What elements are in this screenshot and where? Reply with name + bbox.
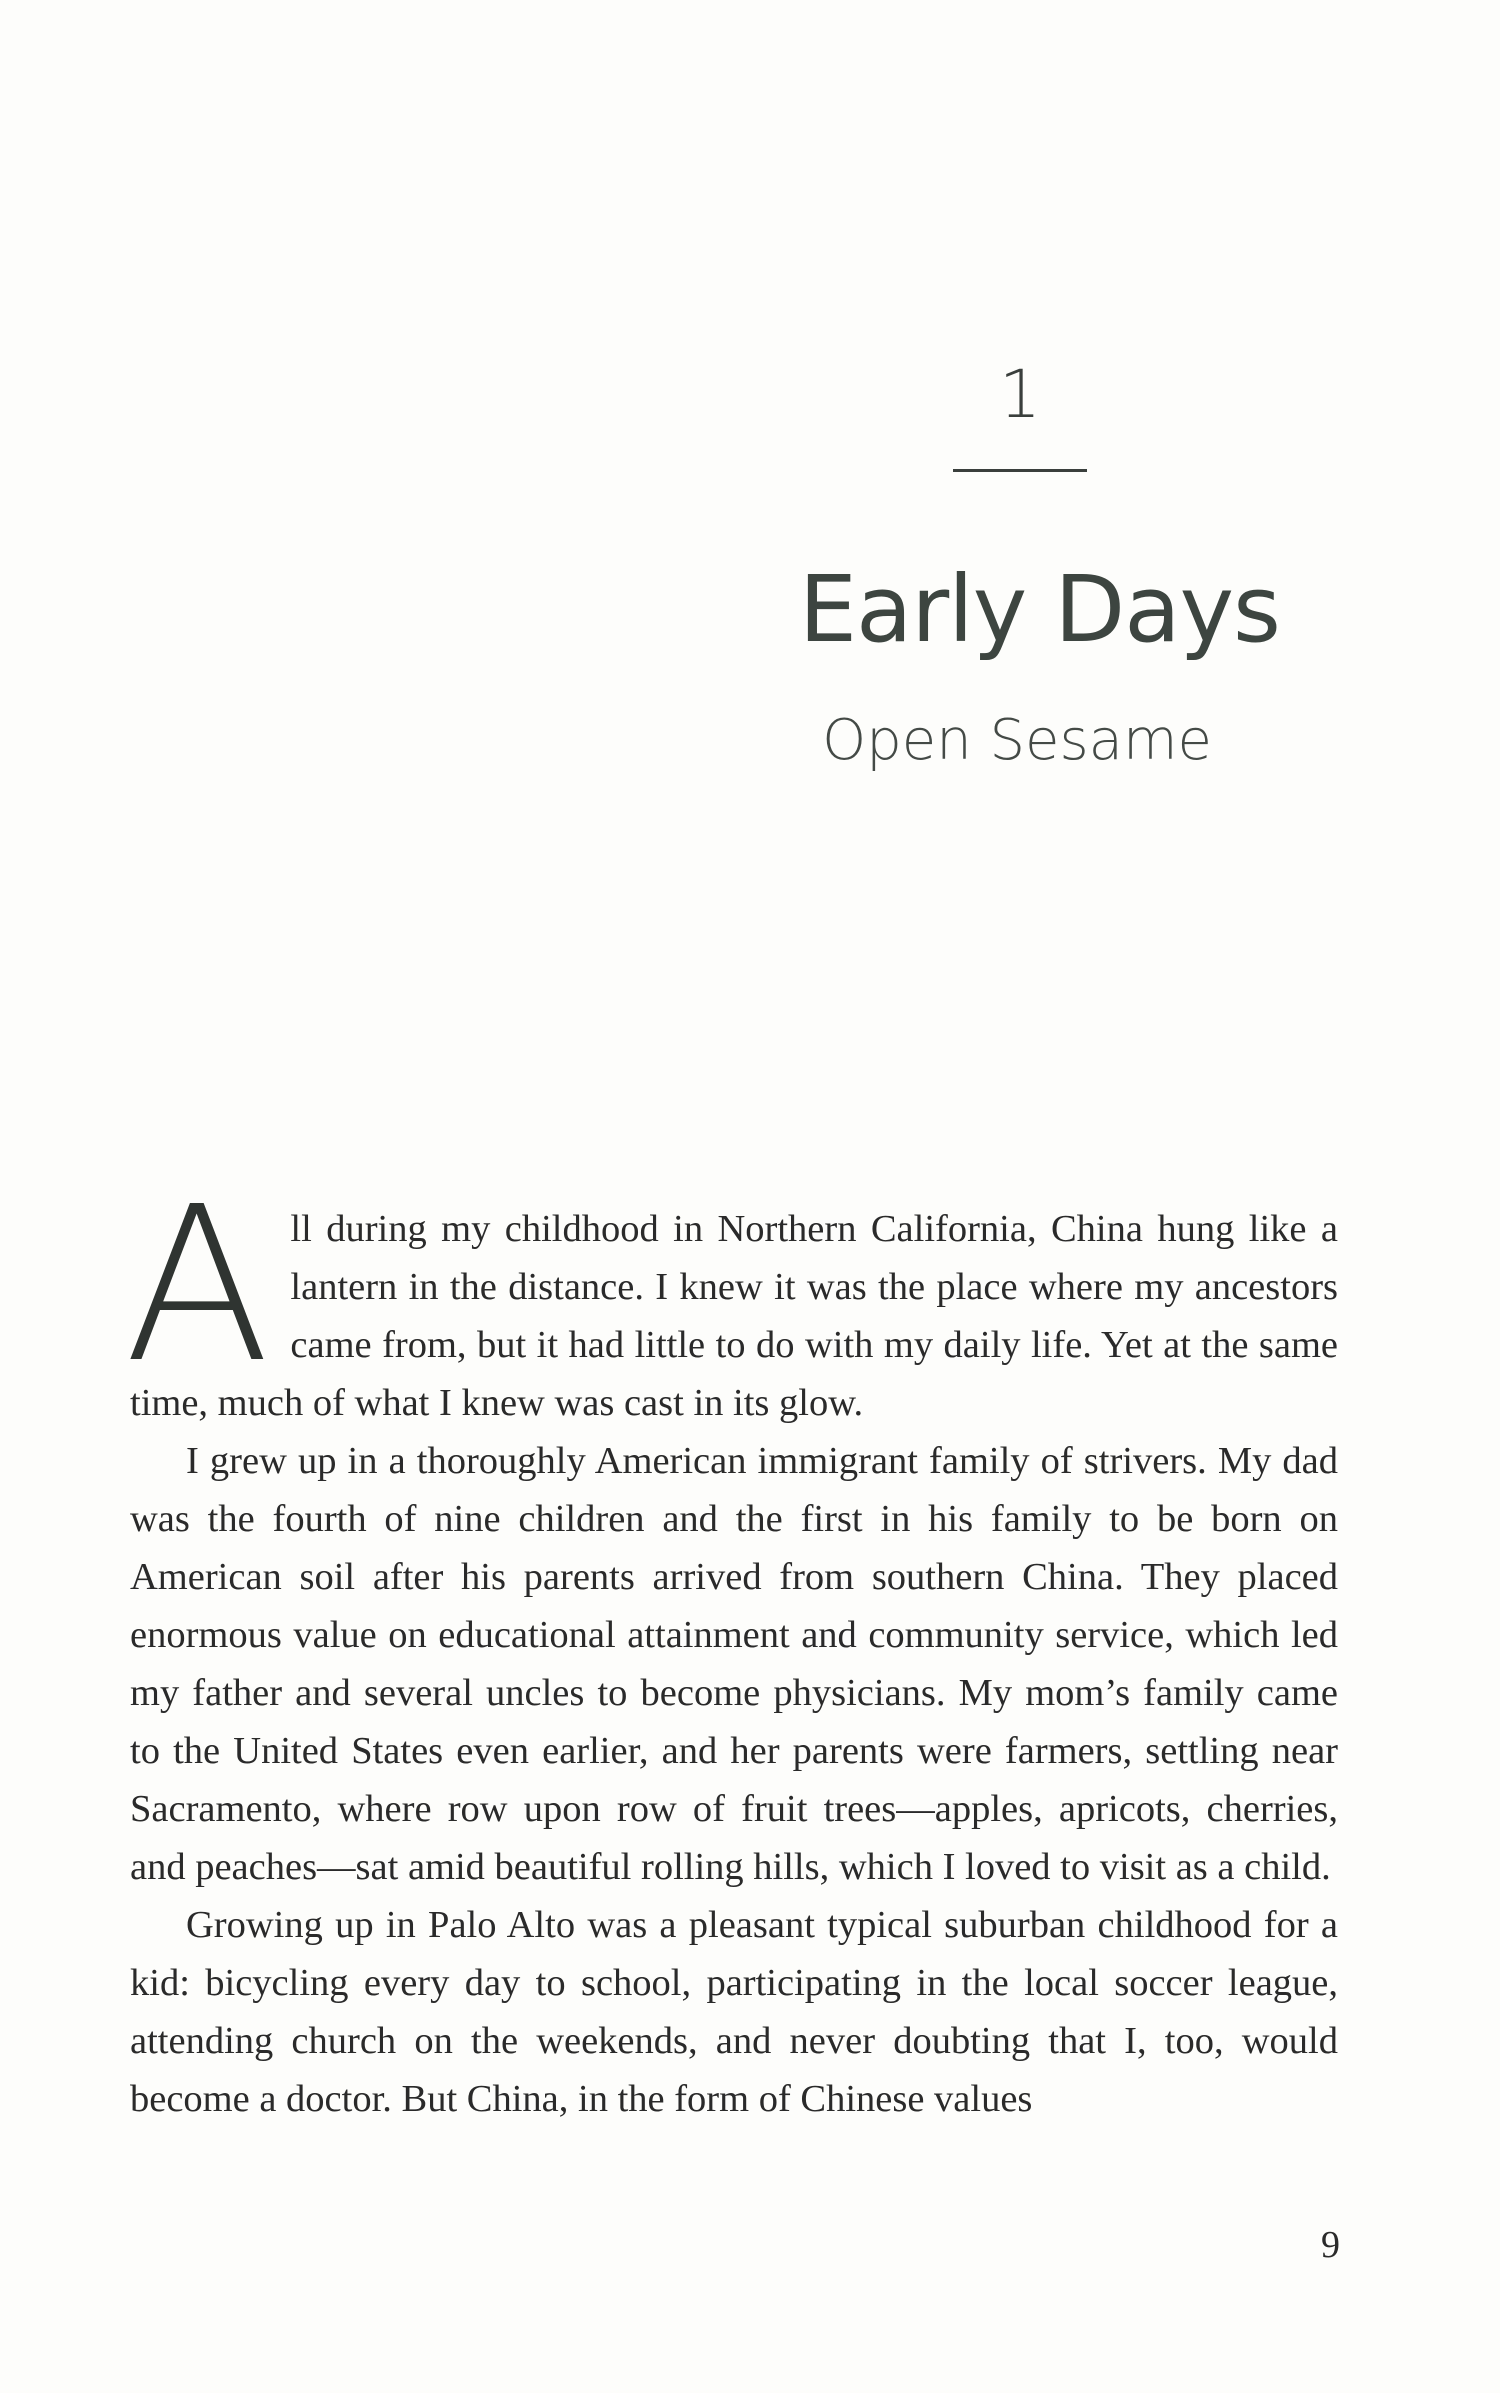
chapter-subtitle: Open Sesame xyxy=(822,708,1212,773)
drop-cap: A xyxy=(124,1161,271,1410)
chapter-number: 1 xyxy=(999,356,1041,433)
paragraph-3: Growing up in Palo Alto was a pleasant typical suburban childhood for a kid: bicycling every day to school, participating in the local soccer league, attending church on the weekends, and never doubting that I, too, would become a doctor. But China, in the form of Chinese values xyxy=(130,1904,1338,2120)
chapter-title: Early Days xyxy=(798,556,1280,663)
paragraph-1-text: ll during my childhood in Northern California, China hung like a lantern in the distance. I knew it was the place where my ancestors came from, but it had little to do with my daily life. Yet at the same time, much of what I knew was cast in its glow. xyxy=(130,1208,1338,1424)
page-number: 9 xyxy=(1321,2224,1340,2266)
paragraph-2: I grew up in a thoroughly American immigrant family of strivers. My dad was the fourth of nine children and the first in his family to be born on American soil after his parents arrived from southern China. They placed enormous value on educational attainment and community service, which led my father and several uncles to become physicians. My mom’s family came to the United States even earlier, and her parents were farmers, settling near Sacramento, where row upon row of fruit trees—apples, apricots, cherries, and peaches—sat amid beautiful rolling hills, which I loved to visit as a child. xyxy=(130,1440,1338,1888)
body-text xyxy=(124,1161,1338,2128)
paragraph-1 xyxy=(124,1161,1338,1432)
chapter-number-rule xyxy=(953,469,1087,472)
